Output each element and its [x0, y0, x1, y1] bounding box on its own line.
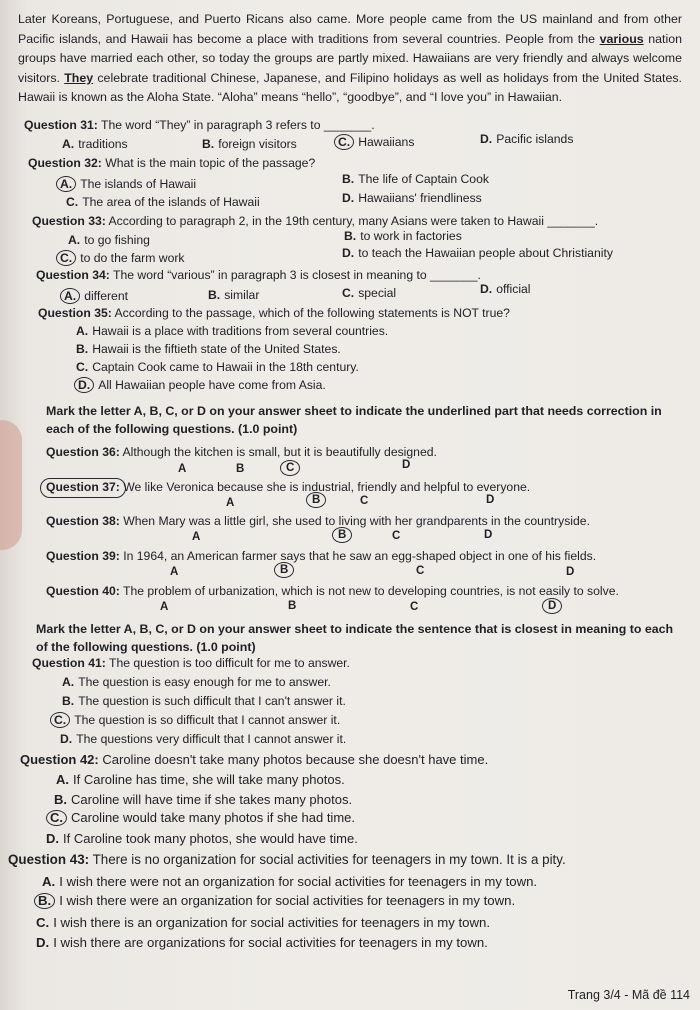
- q41-option-d[interactable]: D. The questions very difficult that I cannot answer it.: [60, 732, 347, 746]
- q38-letter-c[interactable]: C: [392, 530, 401, 542]
- question-42: Question 42: Caroline doesn't take many photos because she doesn't have time.: [20, 752, 489, 767]
- q42-option-d[interactable]: D. If Caroline took many photos, she would have time.: [46, 831, 358, 846]
- question-38: Question 38: When Mary was a little girl, she used to living with her grandparents in the countryside.: [46, 514, 590, 528]
- q40-letter-d[interactable]: D: [542, 598, 562, 614]
- q32-option-c[interactable]: C. The area of the islands of Hawaii: [66, 195, 260, 209]
- q37-letter-b[interactable]: B: [306, 492, 326, 508]
- q37-letter-d[interactable]: D: [486, 494, 495, 506]
- q40-letter-a[interactable]: A: [160, 601, 169, 613]
- question-35: Question 35: According to the passage, which of the following statements is NOT true?: [38, 306, 510, 320]
- question-33: Question 33: According to paragraph 2, in the 19th century, many Asians were taken to Hawaii _______.: [32, 214, 599, 228]
- q38-letter-a[interactable]: A: [192, 531, 201, 543]
- q36-letter-d[interactable]: D: [402, 459, 411, 471]
- q33-option-c[interactable]: C. to do the farm work: [56, 250, 185, 266]
- q43-option-a[interactable]: A. I wish there were not an organization for social activities for teenagers in my town.: [42, 874, 538, 889]
- q42-option-a[interactable]: A. If Caroline has time, she will take many photos.: [56, 772, 345, 787]
- question-41: Question 41: The question is too difficult for me to answer.: [32, 656, 350, 670]
- q39-letter-d[interactable]: D: [566, 566, 575, 578]
- passage-part: nation groups have married each other, so today the groups are partly mixed. Hawaiians are very friendly and always welcome visitors.: [18, 31, 682, 85]
- q32-option-d[interactable]: D. Hawaiians' friendliness: [342, 191, 482, 205]
- q34-option-d[interactable]: D. official: [480, 282, 531, 296]
- section-instruction-correction: Mark the letter A, B, C, or D on your answer sheet to indicate the underlined part that needs correction in each of the following questions. (1.0 point): [46, 404, 662, 436]
- q39-letter-c[interactable]: C: [416, 565, 425, 577]
- passage-part: Later Koreans, Portuguese, and Puerto Ricans also came. More people came from the US mainland and from other Pacific islands, and Hawaii has become a place with traditions from several countries. People from the: [18, 12, 682, 46]
- question-37: Question 37: We like Veronica because she is industrial, friendly and helpful to everyone.: [46, 480, 531, 494]
- question-34: Question 34: The word “various” in paragraph 3 is closest in meaning to _______.: [36, 268, 481, 282]
- q31-option-a[interactable]: A. traditions: [62, 137, 128, 151]
- q34-option-a[interactable]: A. different: [60, 288, 128, 304]
- q31-option-d[interactable]: D. Pacific islands: [480, 132, 574, 146]
- question-36: Question 36: Although the kitchen is small, but it is beautifully designed.: [46, 445, 437, 459]
- q37-letter-a[interactable]: A: [226, 497, 235, 509]
- question-40: Question 40: The problem of urbanization, which is not new to developing countries, is not easily to solve.: [46, 584, 619, 598]
- q42-option-b[interactable]: B. Caroline will have time if she takes many photos.: [54, 792, 353, 807]
- question-39: Question 39: In 1964, an American farmer says that he saw an egg-shaped object in one of his fields.: [46, 549, 597, 563]
- q36-letter-c[interactable]: C: [280, 460, 300, 476]
- q33-option-b[interactable]: B. to work in factories: [344, 229, 462, 243]
- q43-option-c[interactable]: C. I wish there is an organization for social activities for teenagers in my town.: [36, 915, 491, 930]
- q36-letter-b[interactable]: B: [236, 463, 245, 475]
- q35-option-d[interactable]: D. All Hawaiian people have come from Asia.: [74, 377, 326, 393]
- q41-option-a[interactable]: A. The question is easy enough for me to answer.: [62, 675, 331, 689]
- q32-option-a[interactable]: A. The islands of Hawaii: [56, 176, 196, 192]
- q31-option-c[interactable]: C. Hawaiians: [334, 134, 414, 150]
- q37-letter-c[interactable]: C: [360, 495, 369, 507]
- q32-option-b[interactable]: B. The life of Captain Cook: [342, 172, 489, 186]
- q33-option-d[interactable]: D. to teach the Hawaiian people about Christianity: [342, 246, 613, 260]
- q43-option-d[interactable]: D. I wish there are organizations for social activities for teenagers in my town.: [36, 935, 488, 950]
- q40-letter-c[interactable]: C: [410, 601, 419, 613]
- q35-option-c[interactable]: C. Captain Cook came to Hawaii in the 18th century.: [76, 360, 359, 374]
- q34-option-b[interactable]: B. similar: [208, 288, 260, 302]
- passage-word-various: various: [599, 31, 644, 46]
- q38-letter-d[interactable]: D: [484, 529, 493, 541]
- question-32: Question 32: What is the main topic of the passage?: [28, 156, 316, 170]
- q43-option-b[interactable]: B. I wish there were an organization for social activities for teenagers in my town.: [34, 893, 515, 909]
- q41-option-c[interactable]: C. The question is so difficult that I cannot answer it.: [50, 712, 340, 728]
- q35-option-a[interactable]: A. Hawaii is a place with traditions from several countries.: [76, 324, 389, 338]
- q40-letter-b[interactable]: B: [288, 600, 297, 612]
- q34-option-c[interactable]: C. special: [342, 286, 397, 300]
- question-43: Question 43: There is no organization for social activities for teenagers in my town. It is a pity.: [8, 852, 566, 867]
- reading-passage: [18, 10, 682, 108]
- q31-option-b[interactable]: B. foreign visitors: [202, 137, 297, 151]
- q38-letter-b[interactable]: B: [332, 527, 352, 543]
- q42-option-c[interactable]: C. Caroline would take many photos if she had time.: [46, 810, 355, 826]
- q39-letter-b[interactable]: B: [274, 562, 294, 578]
- q36-letter-a[interactable]: A: [178, 463, 187, 475]
- q39-letter-a[interactable]: A: [170, 566, 179, 578]
- q35-option-b[interactable]: B. Hawaii is the fiftieth state of the United States.: [76, 342, 341, 356]
- thumb-shadow: [0, 420, 22, 550]
- passage-word-they: They: [64, 70, 94, 85]
- passage-part: celebrate traditional Chinese, Japanese, and Filipino holidays as well as holidays from the United States. Hawaii is known as the Aloha State. “Aloha” means “hello”, “goodbye”, and “I love you” in Hawaiian.: [18, 70, 682, 105]
- q41-option-b[interactable]: B. The question is such difficult that I can't answer it.: [62, 694, 346, 708]
- page-footer: Trang 3/4 - Mã đề 114: [567, 988, 690, 1002]
- section-instruction-meaning: Mark the letter A, B, C, or D on your answer sheet to indicate the sentence that is closest in meaning to each of the following questions. (1.0 point): [36, 622, 674, 654]
- q33-option-a[interactable]: A. to go fishing: [68, 233, 150, 247]
- question-31: Question 31: The word “They” in paragraph 3 refers to _______.: [24, 118, 375, 132]
